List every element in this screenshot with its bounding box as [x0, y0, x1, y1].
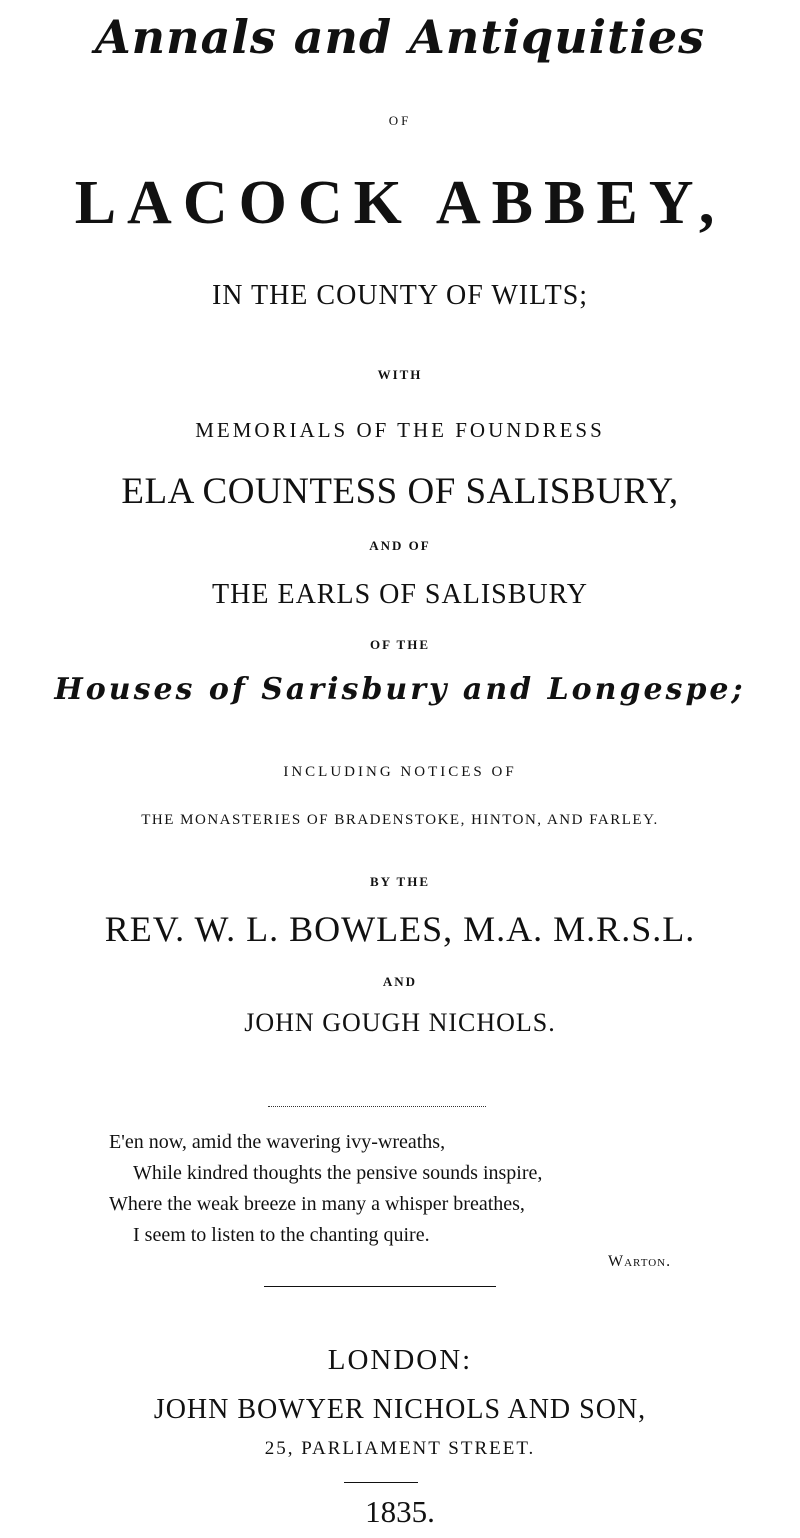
verse-top-rule — [268, 1106, 486, 1107]
of-label: OF — [388, 113, 412, 128]
city-line: LONDON: — [327, 1344, 473, 1376]
address-line: 25, PARLIAMENT STREET. — [264, 1438, 536, 1459]
verse-line-3: Where the weak breeze in many a whisper breathes, — [109, 1193, 525, 1215]
with-label: WITH — [377, 367, 423, 382]
by-the-label: BY THE — [369, 874, 431, 889]
ela-line: ELA COUNTESS OF SALISBURY, — [121, 471, 679, 512]
verse-line-4: I seem to listen to the chanting quire. — [133, 1224, 430, 1246]
publisher-line: JOHN BOWYER NICHOLS AND SON, — [153, 1394, 647, 1425]
year-rule — [344, 1482, 418, 1483]
author-nichols: JOHN GOUGH NICHOLS. — [244, 1008, 556, 1037]
verse-line-2: While kindred thoughts the pensive sounds inspire, — [133, 1162, 543, 1184]
county-line: IN THE COUNTY OF WILTS; — [211, 280, 589, 311]
gothic-title: Annals and Antiquities — [94, 10, 706, 64]
memorials-line: MEMORIALS OF THE FOUNDRESS — [195, 418, 605, 442]
and-label: AND — [382, 974, 418, 989]
earls-line: THE EARLS OF SALISBURY — [212, 579, 588, 610]
verse-attribution: Warton. — [608, 1253, 672, 1270]
monasteries-line: THE MONASTERIES OF BRADENSTOKE, HINTON, AND FARLEY. — [141, 812, 659, 828]
of-the-label: OF THE — [369, 637, 431, 652]
verse-bottom-rule — [264, 1286, 496, 1287]
and-of-label: AND OF — [369, 538, 431, 553]
year-line: 1835. — [365, 1494, 435, 1529]
including-line: INCLUDING NOTICES OF — [283, 764, 517, 780]
main-title: LACOCK ABBEY, — [74, 169, 726, 237]
author-bowles: REV. W. L. BOWLES, M.A. M.R.S.L. — [104, 909, 696, 949]
houses-line: Houses of Sarisbury and Longespe; — [54, 672, 746, 707]
verse-line-1: E'en now, amid the wavering ivy-wreaths, — [109, 1131, 446, 1153]
